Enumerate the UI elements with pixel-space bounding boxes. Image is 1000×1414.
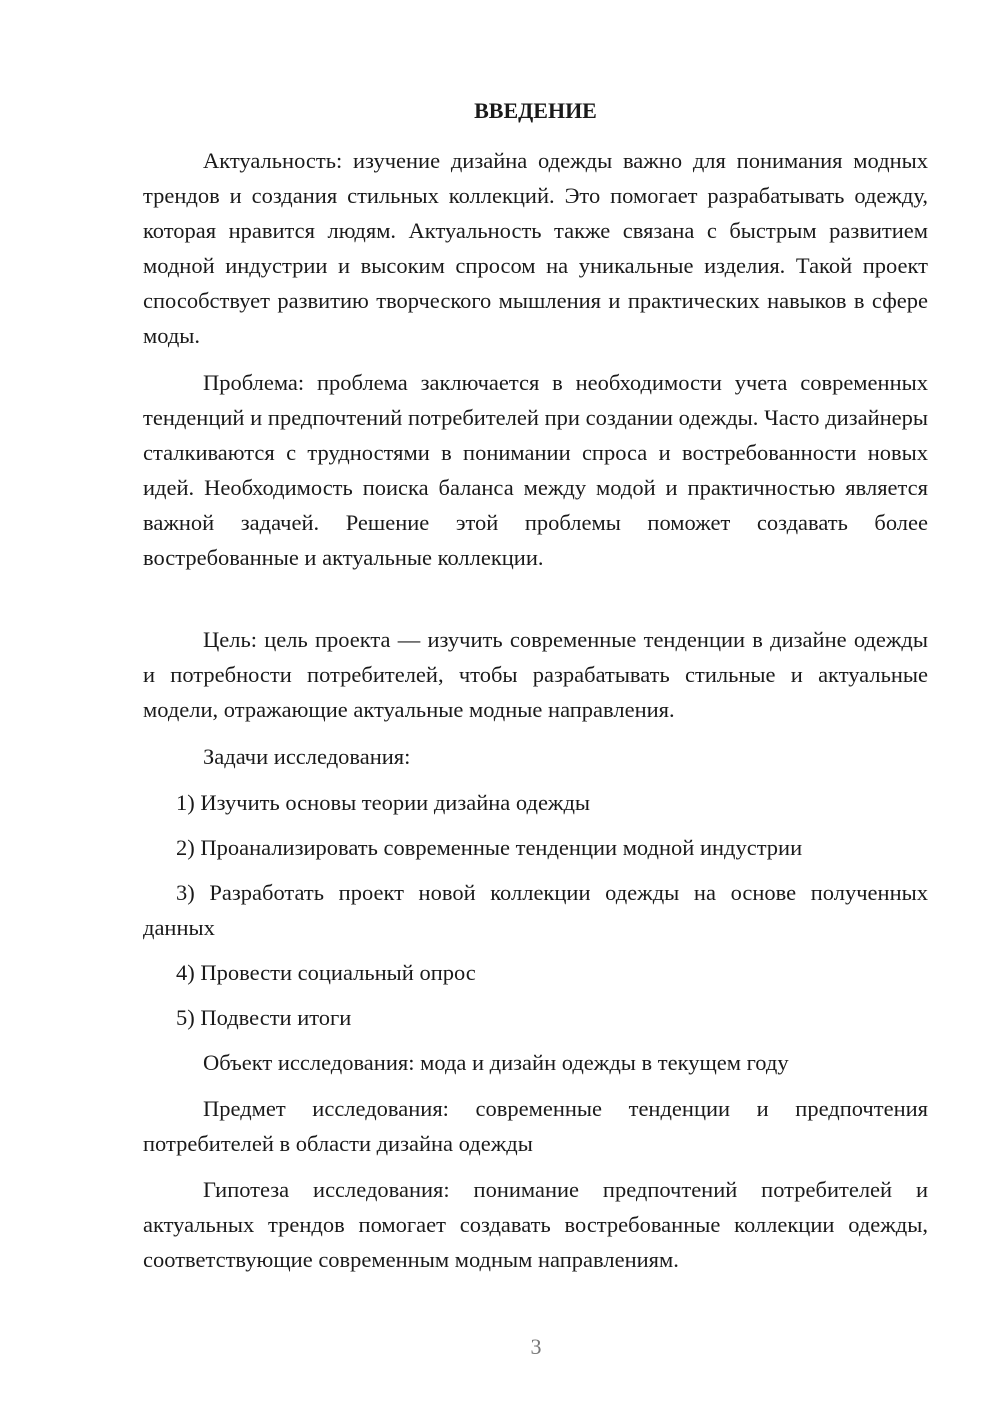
task-item-4: 4) Провести социальный опрос <box>176 960 476 985</box>
page-number: 3 <box>530 1334 542 1359</box>
task-item-3: 3) Разработать проект новой коллекции одежды на основе полученных данных <box>143 880 928 940</box>
task-item-2: 2) Проанализировать современные тенденции модной индустрии <box>176 835 803 860</box>
hypothesis-paragraph: Гипотеза исследования: понимание предпочтений потребителей и актуальных трендов помогает создавать востребованные коллекции одежды, соответствующие современным модным направлениям. <box>143 1177 928 1272</box>
relevance-paragraph: Актуальность: изучение дизайна одежды важно для понимания модных трендов и создания стильных коллекций. Это помогает разрабатывать одежду, которая нравится людям. Актуальность также связана с быстрым развитием модной индустрии и высоким спросом на уникальные изделия. Такой проект способствует развитию творческого мышления и практических навыков в сфере моды. <box>143 148 928 348</box>
section-title: ВВЕДЕНИЕ <box>474 98 597 123</box>
subject-paragraph: Предмет исследования: современные тенденции и предпочтения потребителей в области дизайна одежды <box>143 1096 928 1156</box>
problem-paragraph: Проблема: проблема заключается в необходимости учета современных тенденций и предпочтений потребителей при создании одежды. Часто дизайнеры сталкиваются с трудностями в понимании спроса и востребованности новых идей. Необходимость поиска баланса между модой и практичностью является важной задачей. Решение этой проблемы поможет создавать более востребованные и актуальные коллекции. <box>143 370 928 570</box>
tasks-heading: Задачи исследования: <box>203 744 411 769</box>
task-item-5: 5) Подвести итоги <box>176 1005 352 1030</box>
object-paragraph: Объект исследования: мода и дизайн одежды в текущем году <box>203 1050 789 1075</box>
task-item-1: 1) Изучить основы теории дизайна одежды <box>176 790 591 815</box>
goal-paragraph: Цель: цель проекта — изучить современные тенденции в дизайне одежды и потребности потребителей, чтобы разрабатывать стильные и актуальные модели, отражающие актуальные модные направления. <box>143 627 928 722</box>
